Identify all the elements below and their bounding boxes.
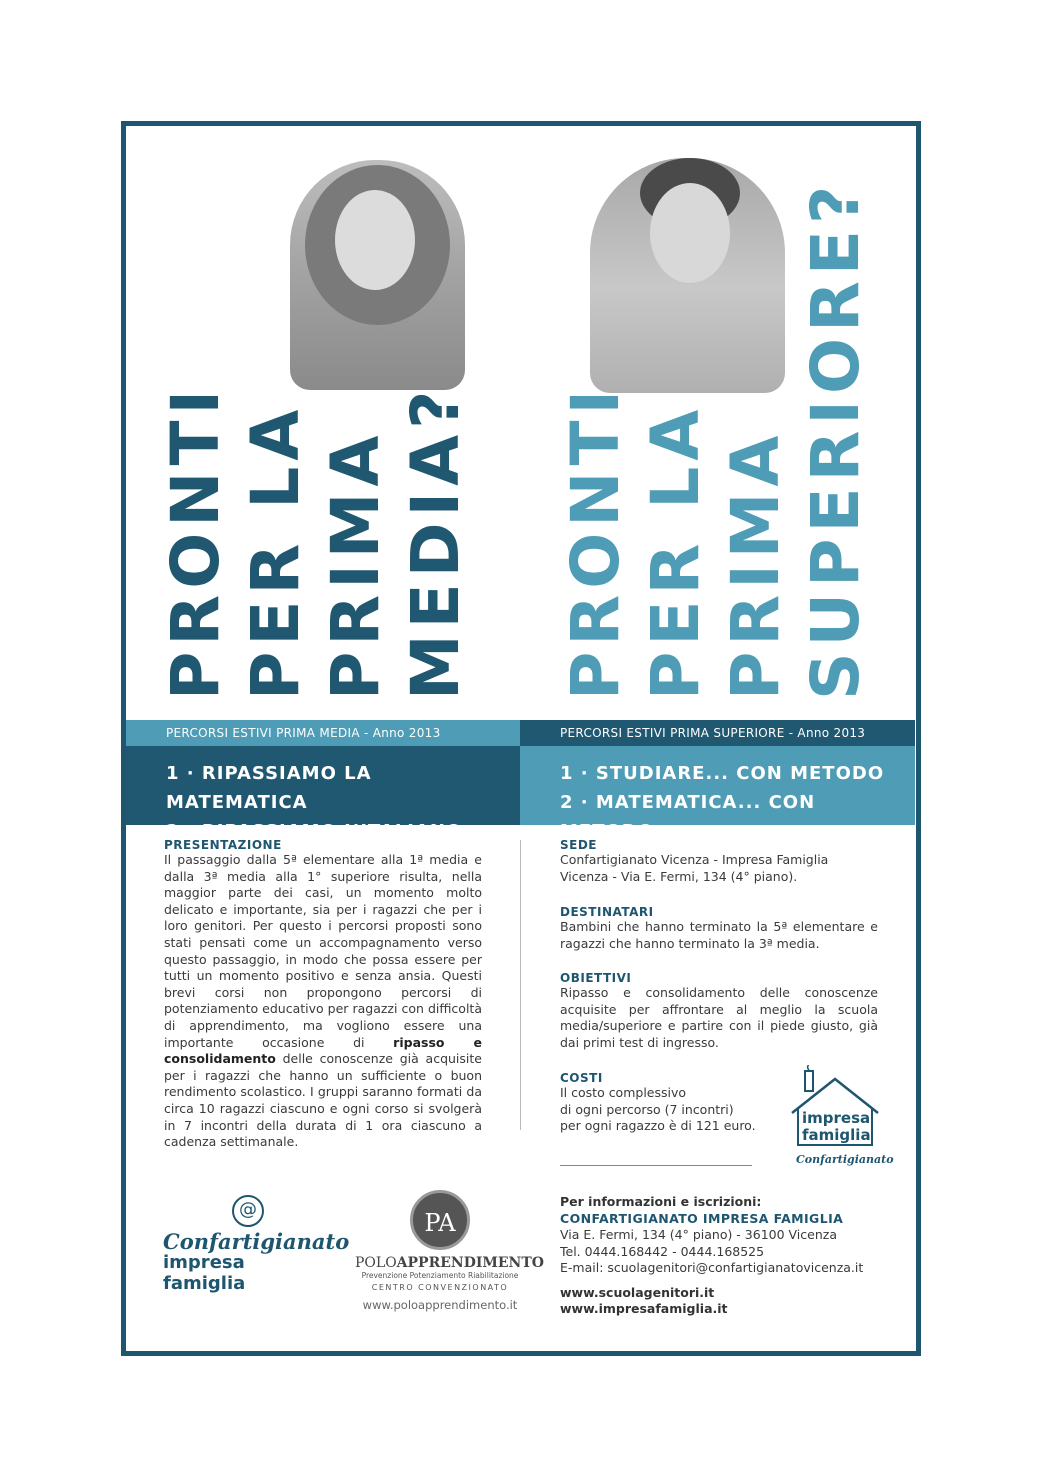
costi-line-3: per ogni ragazzo è di 121 euro. (560, 1118, 756, 1134)
impresa-logo-script: Confartigianato (796, 1153, 894, 1166)
obiettivi-section (560, 971, 878, 1051)
contact-web-2[interactable]: www.impresafamiglia.it (560, 1301, 728, 1316)
contact-section (560, 1194, 900, 1318)
costi-text (560, 1085, 780, 1135)
sede-section (560, 838, 878, 885)
girl-photo (290, 160, 465, 390)
costi-line-1: Il costo complessivo (560, 1085, 687, 1100)
headline-left-1: PRONTI (157, 383, 234, 700)
band-left-top: PERCORSI ESTIVI PRIMA MEDIA - Anno 2013 (126, 720, 520, 746)
headline-left-3: PRIMA (317, 429, 394, 700)
course-left-2: 2 · RIPASSIAMO L’ITALIANO (166, 821, 463, 842)
impresa-logo-line1: impresa (802, 1109, 871, 1127)
course-left-1: 1 · RIPASSIAMO LA MATEMATICA (166, 763, 372, 813)
headline-right-3: PRIMA (717, 429, 794, 700)
boy-photo (590, 158, 785, 393)
destinatari-heading: DESTINATARI (560, 905, 654, 919)
headline-left-4: MEDIA? (397, 384, 474, 700)
contact-org: CONFARTIGIANATO IMPRESA FAMIGLIA (560, 1210, 844, 1226)
impresa-logo-line2: famiglia (802, 1126, 871, 1144)
course-right-2: 2 · MATEMATICA... CON METODO (560, 792, 816, 842)
impresa-famiglia-logo (780, 1065, 894, 1175)
presentazione-text-bold: ripasso e consolidamento (164, 1034, 482, 1067)
headline-right-1: PRONTI (557, 383, 634, 700)
pa-seal-icon: PA (410, 1190, 470, 1250)
contact-email[interactable]: E-mail: scuolagenitori@confartigianatovicenza.it (560, 1260, 864, 1275)
headline-right-2: PER LA (637, 403, 714, 700)
band-right-top: PERCORSI ESTIVI PRIMA SUPERIORE - Anno 2013 (520, 720, 915, 746)
contact-address: Via E. Fermi, 134 (4° piano) - 36100 Vicenza (560, 1227, 837, 1242)
destinatari-text: Bambini che hanno terminato la 5ª elementare e ragazzi che hanno terminato la 3ª media. (560, 919, 878, 951)
sede-line-2: Vicenza - Via E. Fermi, 134 (4° piano). (560, 868, 798, 884)
costi-section (560, 1071, 780, 1135)
confartigianato-logo-script: Confartigianato (163, 1229, 350, 1254)
presentazione-text-a: Il passaggio dalla 5ª elementare alla 1ª media e dalla 3ª media alla 1° superiore risulta, nella maggior parte dei casi, un momento molto delicato e importante, sia per i ragazzi che per i loro genitori. Per questo i percorsi proposti sono stati pensati come un accompagnamento verso questo passaggio, in modo che possa essere per tutti un momento positivo e senza ansia. Questi brevi corsi non propongono percorsi di potenziamento educativo per ragazzi con difficoltà di apprendimento, ma vogliono essere una importante occasione di (164, 852, 482, 1050)
polo-name-b: APPRENDIMENTO (396, 1255, 544, 1271)
band-right-courses (520, 746, 915, 842)
presentazione-section (164, 838, 482, 1151)
presentazione-heading: PRESENTAZIONE (164, 838, 282, 852)
polo-name-a: POLO (355, 1255, 397, 1271)
polo-name (355, 1255, 544, 1271)
column-divider (520, 840, 521, 1130)
presentazione-text (164, 852, 482, 1151)
band-left-courses (126, 746, 520, 842)
course-right-1: 1 · STUDIARE... CON METODO (560, 763, 885, 784)
polo-logo (355, 1190, 544, 1312)
obiettivi-text: Ripasso e consolidamento delle conoscenze acquisite per affrontare al meglio la scuola media/superiore e partire con il piede giusto, già dai primi test di ingresso. (560, 985, 878, 1050)
destinatari-section (560, 905, 878, 952)
contact-divider (560, 1165, 752, 1166)
sede-line-1: Confartigianato Vicenza - Impresa Famiglia (560, 852, 829, 867)
at-symbol-icon: @ (232, 1195, 264, 1227)
polo-tagline: Prevenzione Potenziamento Riabilitazione (361, 1271, 519, 1280)
sede-text (560, 852, 878, 885)
polo-centro: CENTRO CONVENZIONATO (371, 1283, 509, 1292)
costi-heading: COSTI (560, 1071, 603, 1085)
confartigianato-logo (163, 1195, 350, 1294)
confartigianato-logo-sub: impresa famiglia (163, 1252, 246, 1294)
headline-left-2: PER LA (237, 403, 314, 700)
contact-web-1[interactable]: www.scuolagenitori.it (560, 1284, 715, 1300)
contact-tel: Tel. 0444.168442 - 0444.168525 (560, 1243, 765, 1259)
headline-right-4: SUPERIORE? (797, 179, 874, 700)
sede-heading: SEDE (560, 838, 597, 852)
polo-url: www.poloapprendimento.it (362, 1298, 518, 1312)
obiettivi-heading: OBIETTIVI (560, 971, 632, 985)
presentazione-text-b: delle conoscenze già acquisite per i ragazzi che hanno un sufficiente o buon rendimento scolastico. I gruppi saranno formati da circa 10 ragazzi ciascuno e ogni corso si svolgerà in 7 incontri della durata di 1 ora ciascuno a cadenza settimanale. (164, 1051, 482, 1150)
costi-line-2: di ogni percorso (7 incontri) (560, 1101, 734, 1117)
contact-intro: Per informazioni e iscrizioni: (560, 1194, 762, 1209)
